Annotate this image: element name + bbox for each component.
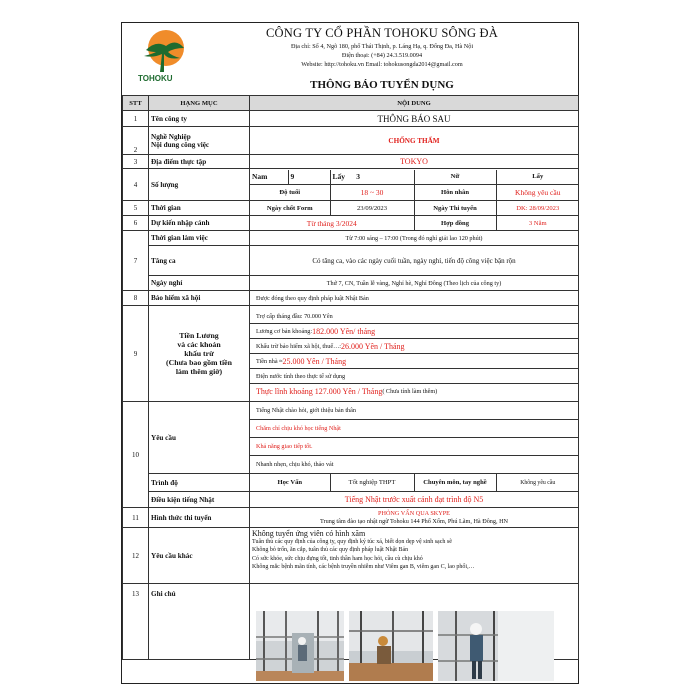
requirement-line: Chăm chỉ chịu khó học tiếng Nhật bbox=[250, 420, 578, 438]
contract-label: Hợp đồng bbox=[414, 216, 496, 230]
row-label: Hình thức thi tuyển bbox=[149, 508, 250, 528]
other-req-line: Không tuyển ứng viên có hình xăm bbox=[252, 529, 366, 538]
recruitment-table bbox=[122, 95, 579, 660]
row-label: Yêu cầu khác bbox=[149, 528, 250, 584]
salary-line: Lương cơ bản khoảng: 182.000 Yên/ tháng bbox=[250, 324, 578, 339]
tohoku-logo bbox=[136, 28, 186, 84]
row-number: 11 bbox=[123, 508, 149, 528]
row-label bbox=[149, 127, 250, 155]
salary-line: Trợ cấp tháng đầu: 70.000 Yên bbox=[250, 309, 578, 324]
row-label: Số lượng bbox=[149, 169, 250, 201]
other-req-line: Không bỏ trốn, ăn cắp, tuân thủ các quy định pháp luật Nhật Bản bbox=[252, 547, 409, 554]
table-header bbox=[123, 96, 579, 111]
company-address: Địa chỉ: Số 4, Ngõ 180, phố Thái Thịnh, p. Láng Hạ, q. Đống Đa, Hà Nội bbox=[290, 43, 474, 50]
age-value: 18 ~ 30 bbox=[330, 185, 414, 200]
form-close-label: Ngày chốt Form bbox=[250, 201, 330, 215]
salary-label-2: và các khoản bbox=[177, 340, 221, 349]
male-take-count: 3 bbox=[356, 172, 361, 182]
row-other-requirements bbox=[123, 528, 579, 584]
row-label: Tăng ca bbox=[149, 246, 250, 276]
row-number: 7 bbox=[123, 231, 149, 291]
row-number: 9 bbox=[123, 306, 149, 402]
row-number: 1 bbox=[123, 111, 149, 127]
salary-label-1: Tiền Lương bbox=[179, 331, 219, 340]
job-content-label: Nội dung công việc bbox=[151, 140, 210, 149]
male-count: 9 bbox=[288, 170, 330, 185]
japanese-value: Tiếng Nhật trước xuất cảnh đạt trình độ N5 bbox=[250, 492, 579, 508]
company-web: Website: http://tohoku.vn Email: tohokusongda2014@gmail.com bbox=[301, 61, 463, 68]
row-label: Ghi chú bbox=[149, 584, 250, 660]
male-take-label: Lấy bbox=[332, 172, 346, 182]
female-label: Nữ bbox=[414, 170, 496, 185]
logo-text: TOHOKU bbox=[138, 74, 173, 83]
row-time bbox=[123, 201, 579, 216]
worktime-value: Từ 7:00 sáng – 17:00 (Trong đó nghỉ giải lao 120 phút) bbox=[250, 231, 579, 246]
salary-label-4: (Chưa bao gồm tiền bbox=[166, 358, 232, 367]
salary-line: Tiền nhà ≈ 25.000 Yên / Tháng bbox=[250, 354, 578, 369]
row-number: 10 bbox=[123, 402, 149, 508]
row-label: Bảo hiểm xã hội bbox=[149, 291, 250, 306]
company-value: THÔNG BÁO SAU bbox=[250, 111, 579, 127]
exam-form-value: PHỎNG VẤN QUA SKYPE bbox=[378, 509, 450, 517]
row-label: Dự kiến nhập cảnh bbox=[149, 216, 250, 231]
row-japanese bbox=[123, 492, 579, 508]
row-label: Tên công ty bbox=[149, 111, 250, 127]
female-take-label: Lấy bbox=[496, 170, 579, 185]
row-number: 4 bbox=[123, 169, 149, 201]
row-job bbox=[123, 127, 579, 155]
row-company bbox=[123, 111, 579, 127]
row-label: Thời gian làm việc bbox=[149, 231, 250, 246]
row-label: Ngày nghỉ bbox=[149, 276, 250, 291]
company-phone: Điện thoại: (+84) 24.3.519.0094 bbox=[341, 52, 423, 59]
row-quantity bbox=[123, 169, 579, 201]
row-label: Yêu cầu bbox=[149, 402, 250, 474]
work-photo-3 bbox=[438, 611, 554, 681]
row-number: 2 bbox=[123, 127, 149, 155]
education-value: Tốt nghiệp THPT bbox=[330, 474, 414, 491]
location-value: TOKYO bbox=[250, 155, 579, 169]
salary-label-5: làm thêm giờ) bbox=[175, 367, 223, 376]
row-label: Trình độ bbox=[149, 474, 250, 492]
requirement-line: Khả năng giao tiếp tốt. bbox=[250, 438, 578, 456]
row-dayoff bbox=[123, 276, 579, 291]
dayoff-value: Thứ 7, CN, Tuần lễ vàng, Nghỉ hè, Nghỉ Đông (Theo lịch của công ty) bbox=[250, 276, 579, 291]
education-grid bbox=[250, 474, 579, 491]
overtime-value: Có tăng ca, vào các ngày cuối tuần, ngày nghỉ, tiến độ công việc bận rộn bbox=[250, 246, 579, 276]
row-location bbox=[123, 155, 579, 169]
row-exam-form bbox=[123, 508, 579, 528]
row-salary bbox=[123, 306, 579, 402]
work-photo-1 bbox=[256, 611, 344, 681]
insurance-value: Được đóng theo quy định pháp luật Nhật Bản bbox=[250, 291, 579, 306]
row-number: 6 bbox=[123, 216, 149, 231]
row-entry bbox=[123, 216, 579, 231]
time-grid bbox=[250, 201, 579, 215]
row-number: 12 bbox=[123, 528, 149, 584]
row-label: Thời gian bbox=[149, 201, 250, 216]
row-requirements bbox=[123, 402, 579, 474]
entry-grid bbox=[250, 216, 579, 230]
marriage-label: Hôn nhân bbox=[414, 185, 496, 200]
row-number: 3 bbox=[123, 155, 149, 169]
exam-value: DK: 28/09/2023 bbox=[516, 204, 560, 212]
requirement-line: Tiếng Nhật chào hỏi, giới thiệu bản thân bbox=[250, 402, 578, 420]
skill-value: Không yêu cầu bbox=[520, 479, 556, 486]
page-title: THÔNG BÁO TUYỂN DỤNG bbox=[310, 79, 454, 91]
company-name: CÔNG TY CỔ PHẦN TOHOKU SÔNG ĐÀ bbox=[266, 26, 498, 40]
job-label: Nghề Nghiệp bbox=[151, 132, 191, 141]
row-label: Điều kiện tiếng Nhật bbox=[149, 492, 250, 508]
salary-line: Thực lĩnh khoảng 127.000 Yên / Tháng ( Chưa tính làm thêm) bbox=[256, 386, 438, 396]
exam-label: Ngày Thi tuyển bbox=[414, 201, 496, 215]
exam-center-value: Trung tâm đào tạo nhật ngữ Tohoku 144 Phố Xốm, Phú Lãm, Hà Đông, HN bbox=[319, 517, 509, 525]
contract-value: 3 Năm bbox=[528, 219, 547, 227]
row-label: Địa điểm thực tập bbox=[149, 155, 250, 169]
header bbox=[122, 23, 578, 93]
other-req-line: Có sức khỏe, sức chịu đựng tốt, tinh thần ham học hỏi, cầu cù chịu khó bbox=[252, 555, 423, 562]
row-worktime bbox=[123, 231, 579, 246]
quantity-grid bbox=[250, 170, 579, 200]
col-stt: STT bbox=[123, 96, 149, 111]
row-education bbox=[123, 474, 579, 492]
row-insurance bbox=[123, 291, 579, 306]
col-content: NỘI DUNG bbox=[250, 96, 579, 111]
entry-value: Từ tháng 3/2024 bbox=[250, 216, 414, 230]
row-number: 13 bbox=[123, 584, 149, 660]
recruitment-sheet bbox=[121, 22, 579, 684]
row-label bbox=[149, 306, 250, 402]
row-number: 5 bbox=[123, 201, 149, 216]
salary-label-3: khấu trừ bbox=[184, 349, 214, 358]
row-number: 8 bbox=[123, 291, 149, 306]
skill-label: Chuyên môn, tay nghề bbox=[414, 474, 496, 491]
marriage-value: Không yêu cầu bbox=[496, 185, 579, 200]
other-req-line: Tuân thủ các quy định của công ty, quy định ký túc xá, biết dọn dẹp vệ sinh sạch sẽ bbox=[252, 539, 452, 545]
male-label: Nam bbox=[250, 170, 288, 185]
row-overtime bbox=[123, 246, 579, 276]
salary-line: Điện nước tính theo thực tế sử dụng bbox=[250, 369, 578, 384]
job-value: CHỐNG THẤM bbox=[250, 127, 579, 155]
col-item: HẠNG MỤC bbox=[149, 96, 250, 111]
education-label: Học Vấn bbox=[250, 474, 330, 491]
work-photo-2 bbox=[349, 611, 433, 681]
salary-line: Khấu trừ bảo hiểm xã hội, thuế…: 26.000 Yên / Tháng bbox=[250, 339, 578, 354]
other-req-line: Không mắc bệnh mãn tính, các bệnh truyền nhiễm như Viêm gan B, viêm gan C, lao phổi,… bbox=[252, 564, 475, 571]
requirement-line: Nhanh nhẹn, chịu khó, thảo vát bbox=[256, 461, 334, 468]
form-close-value: 23/09/2023 bbox=[330, 201, 414, 215]
age-label: Độ tuổi bbox=[250, 185, 330, 200]
